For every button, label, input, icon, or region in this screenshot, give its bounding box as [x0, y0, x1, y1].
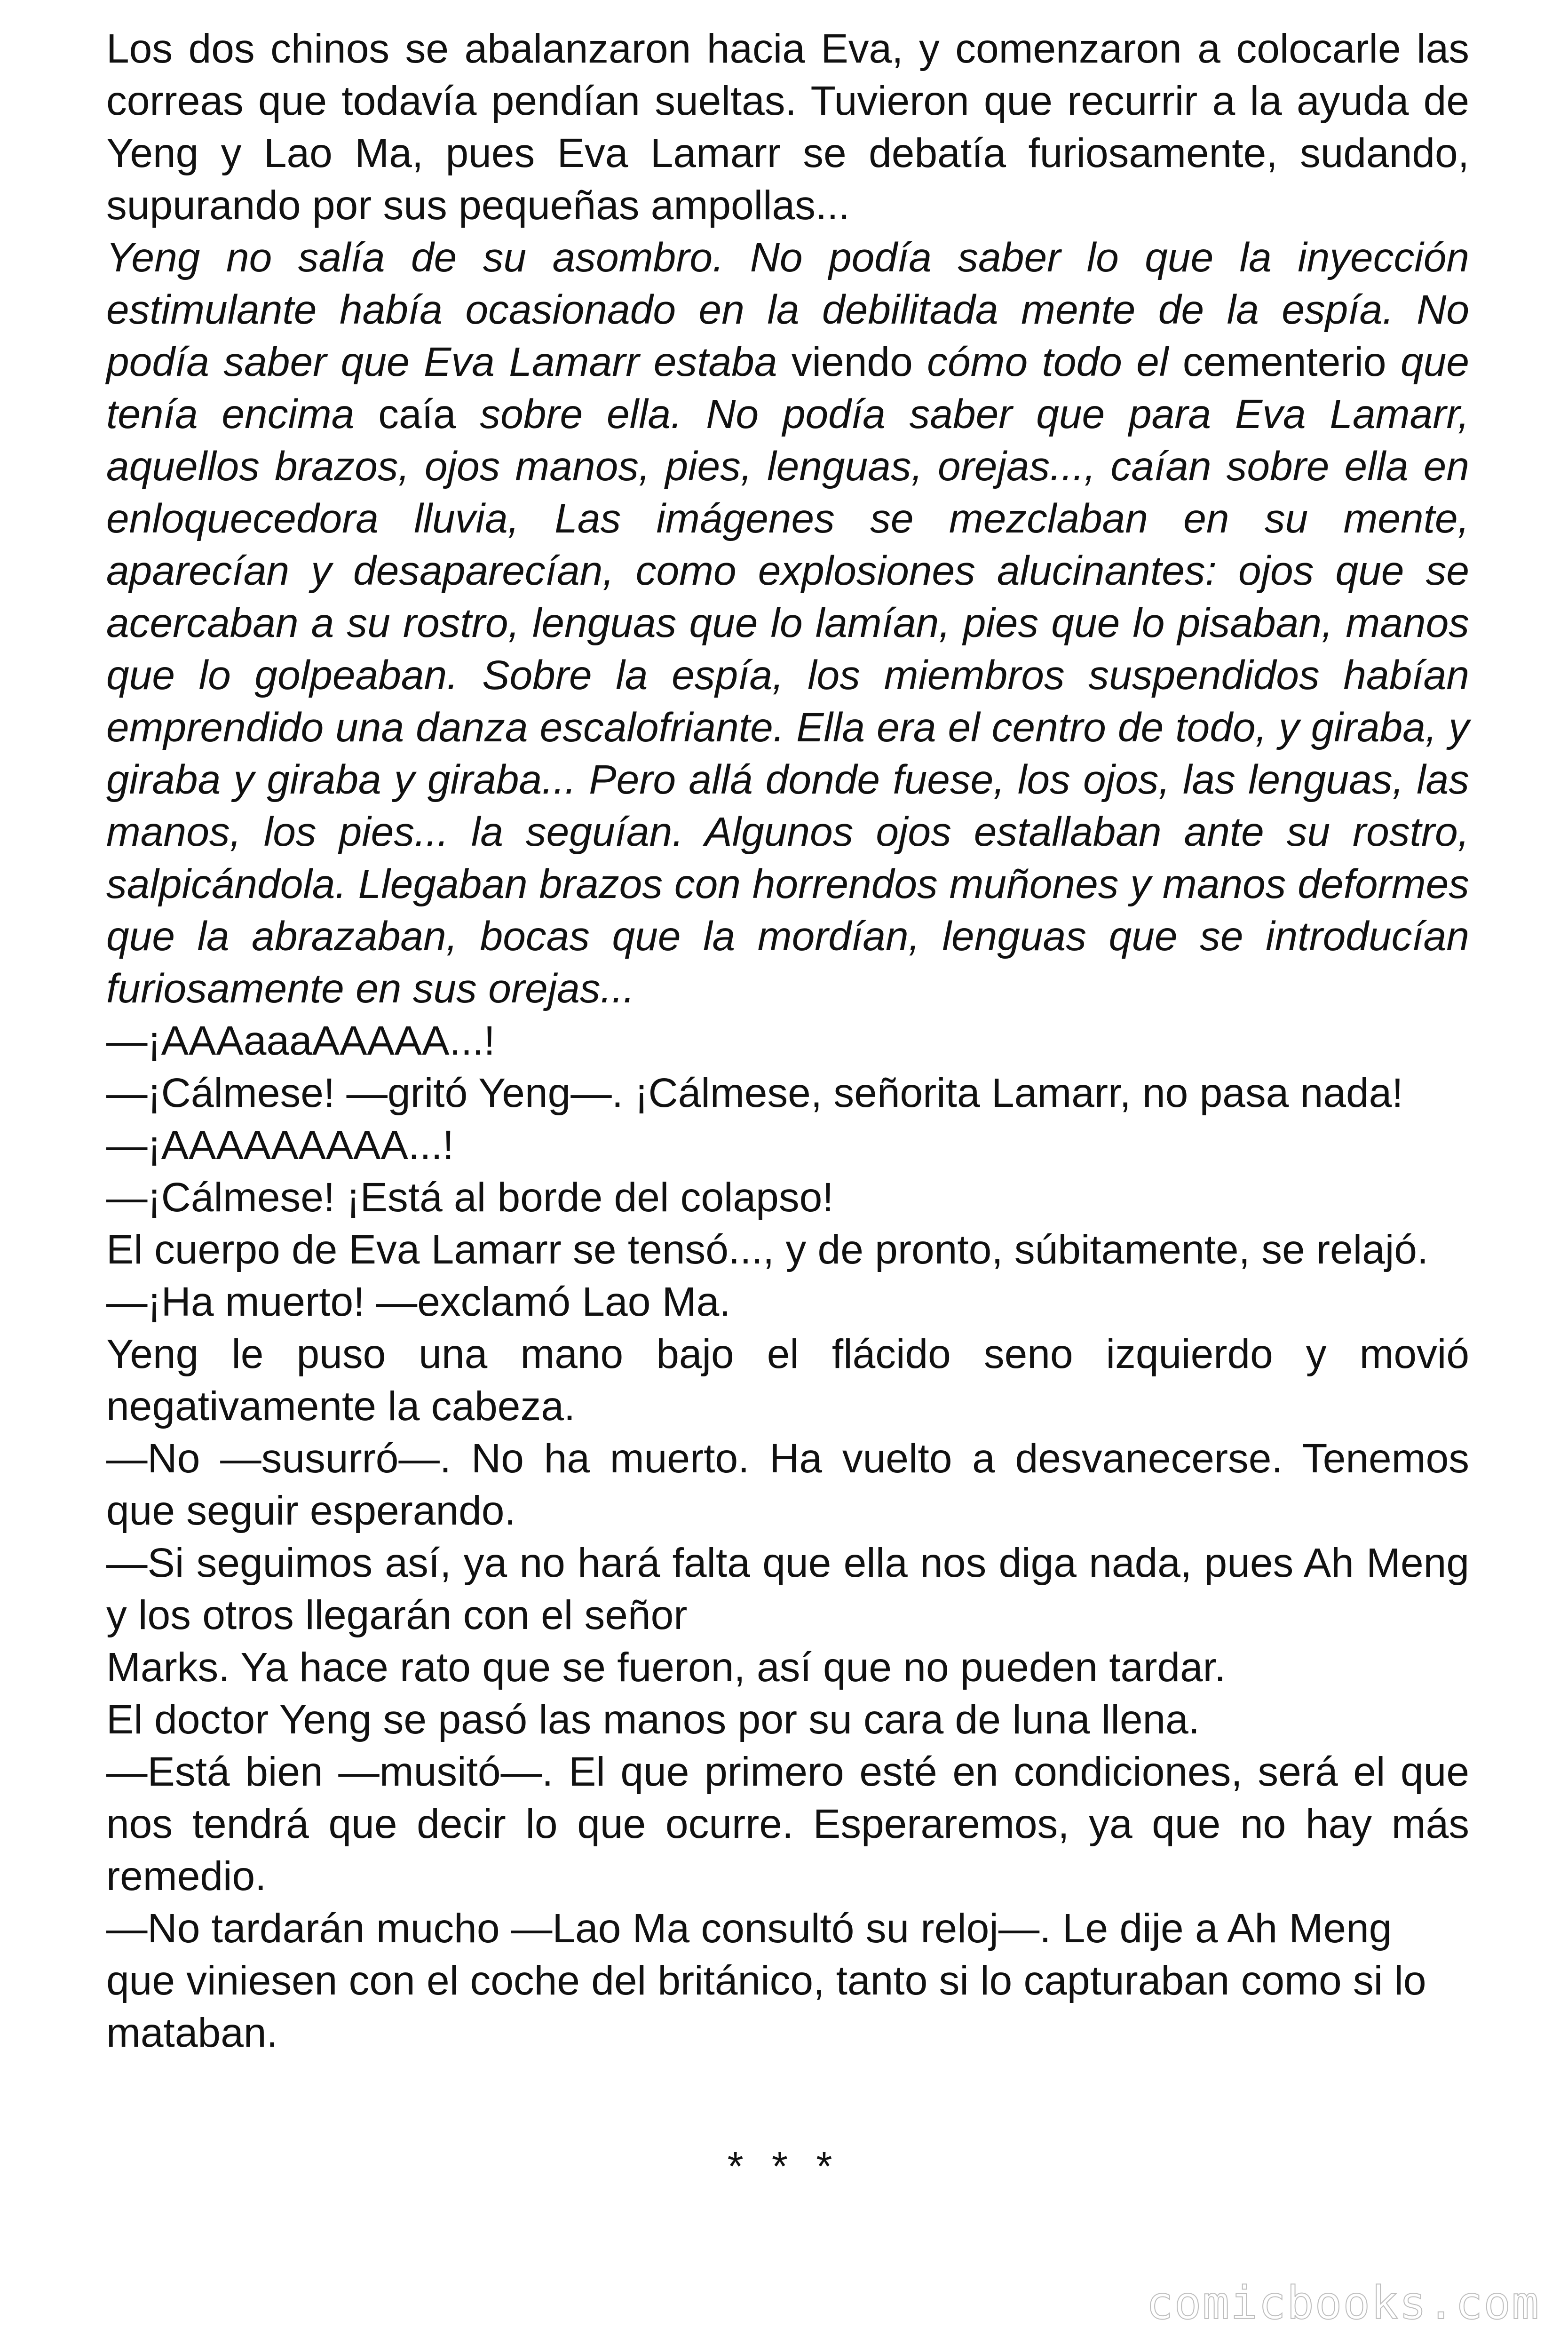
watermark: comicbooks.com: [1146, 2277, 1540, 2329]
dialogue-line: —¡AAAaaaAAAAA...!: [106, 1017, 495, 1064]
paragraph: El doctor Yeng se pasó las manos por su cara de luna llena.: [106, 1696, 1200, 1742]
paragraph: Marks. Ya hace rato que se fueron, así que no pueden tardar.: [106, 1644, 1226, 1690]
dialogue-line: —¡Cálmese! —gritó Yeng—. ¡Cálmese, señorita Lamarr, no pasa nada!: [106, 1070, 1403, 1116]
dialogue-line: —¡AAAAAAAAA...!: [106, 1122, 454, 1168]
page-body: [106, 23, 1469, 2059]
italic-run: Yeng no salía de su asombro. No podía saber lo que la inyección estimulante había ocasionado en la debilitada mente de la espía. No podía saber que Eva Lamarr estaba: [106, 234, 1469, 385]
paragraph: Los dos chinos se abalanzaron hacia Eva, y comenzaron a colocarle las correas que todavía pendían sueltas. Tuvieron que recurrir a la ayuda de Yeng y Lao Ma, pues Eva Lamarr se debatía furiosamente, sudando, supurando por sus pequeñas ampollas...: [106, 25, 1469, 228]
dialogue-line: —No tardarán mucho —Lao Ma consultó su reloj—. Le dije a Ah Meng que viniesen con el coche del británico, tanto si lo capturaban como si lo mataban.: [106, 1905, 1426, 2056]
dialogue-line: —Está bien —musitó—. El que primero esté en condiciones, será el que nos tendrá que decir lo que ocurre. Esperaremos, ya que no hay más remedio.: [106, 1748, 1469, 1899]
italic-run: que tenía encima: [106, 339, 1469, 437]
italic-run: cómo todo el: [927, 339, 1169, 385]
dialogue-line: —¡Ha muerto! —exclamó Lao Ma.: [106, 1279, 731, 1325]
dialogue-line: —¡Cálmese! ¡Está al borde del colapso!: [106, 1174, 834, 1220]
roman-run: viendo: [777, 339, 927, 385]
dialogue-line: —Si seguimos así, ya no hará falta que ella nos diga nada, pues Ah Meng y los otros llegarán con el señor: [106, 1540, 1469, 1638]
paragraph: El cuerpo de Eva Lamarr se tensó..., y de pronto, súbitamente, se relajó.: [106, 1226, 1429, 1272]
dialogue-line: —No —susurró—. No ha muerto. Ha vuelto a desvanecerse. Tenemos que seguir esperando.: [106, 1435, 1469, 1534]
roman-run: caía: [354, 391, 480, 437]
paragraph: Yeng le puso una mano bajo el flácido seno izquierdo y movió negativamente la cabeza.: [106, 1331, 1469, 1429]
italic-run: sobre ella. No podía saber que para Eva Lamarr, aquellos brazos, ojos manos, pies, lenguas, orejas..., caían sobre ella en enloquecedora lluvia, Las imágenes se mezclaban en su mente, aparecían y desaparecían, como explosiones alucinantes: ojos que se acercaban a su rostro, lenguas que lo lamían, pies que lo pisaban, manos que lo golpeaban. Sobre la espía, los miembros suspendidos habían emprendido una danza escalofriante. Ella era el centro de todo, y giraba, y giraba y giraba y giraba... Pero allá donde fuese, los ojos, las lenguas, las manos, los pies... la seguían. Algunos ojos estallaban ante su rostro, salpicándola. Llegaban brazos con horrendos muñones y manos deformes que la abrazaban, bocas que la mordían, lenguas que se introducían furiosamente en sus orejas...: [106, 391, 1469, 1011]
section-separator: * * *: [727, 2143, 841, 2189]
roman-run: cementerio: [1168, 339, 1401, 385]
paragraph-italic: [106, 231, 1469, 1015]
